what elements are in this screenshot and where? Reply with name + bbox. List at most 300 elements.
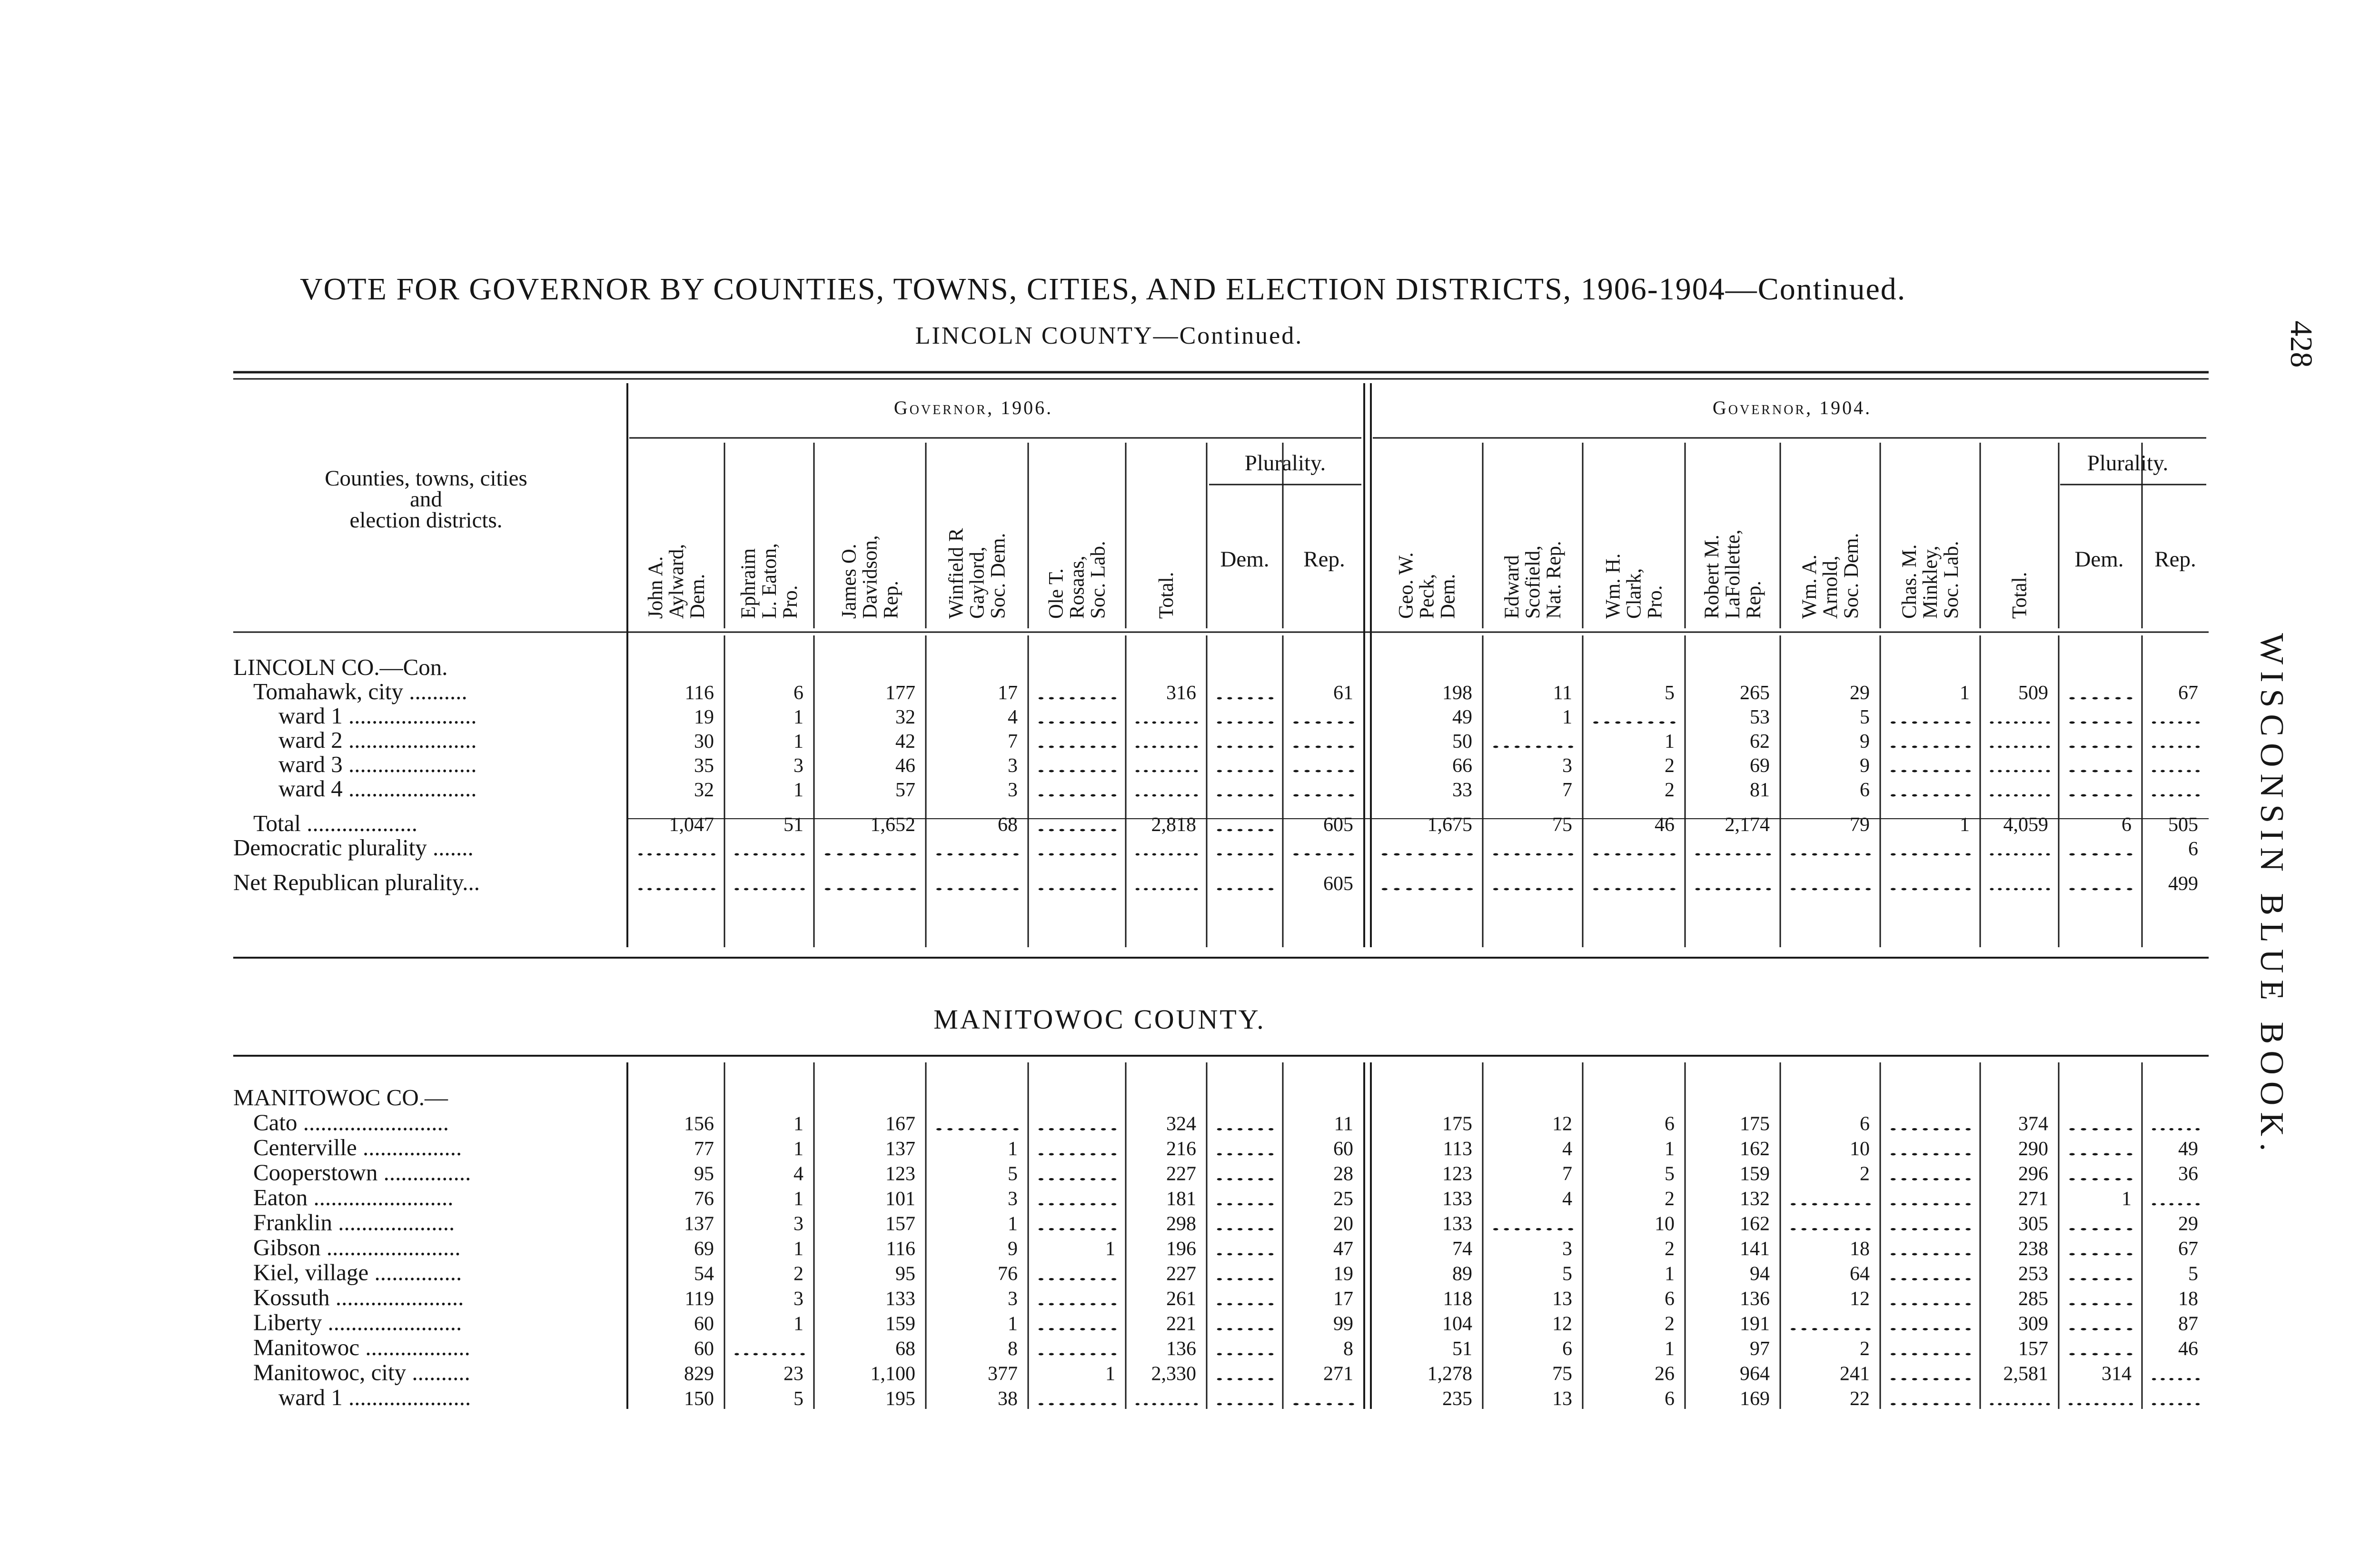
dot-leader-cell: ...... (2066, 1313, 2135, 1335)
candidate-header: Dem. (686, 574, 709, 619)
table-cell: 9 (1860, 755, 1870, 777)
dem-header-1904: Dem. (2074, 547, 2124, 572)
rep-header-1906: Rep. (1303, 547, 1345, 572)
table-cell: 271 (1323, 1363, 1353, 1385)
table-cell: 28 (1333, 1163, 1353, 1185)
table-cell: 60 (694, 1338, 714, 1360)
table-cell: 13 (1552, 1388, 1572, 1410)
table-cell: 19 (1333, 1263, 1353, 1285)
dot-leader-cell: ........ (1888, 1288, 1973, 1310)
candidate-header: Minkley, (1919, 545, 1942, 619)
candidate-header: Davidson, (859, 535, 882, 619)
table-cell: 159 (1740, 1163, 1770, 1185)
table-cell: 1 (1665, 731, 1675, 753)
table-cell: 19 (694, 706, 714, 728)
row-label: Cooperstown ............... (253, 1159, 471, 1186)
running-head: WISCONSIN BLUE BOOK. (2253, 633, 2290, 1158)
table-cell: 1 (1105, 1238, 1115, 1260)
table-cell: 162 (1740, 1213, 1770, 1235)
dot-leader-cell: ........ (1133, 779, 1200, 801)
plurality-header-1906: Plurality. (1244, 451, 1326, 476)
dot-leader-cell: ...... (2066, 1338, 2135, 1360)
dot-leader-cell: ........ (1036, 1313, 1119, 1335)
dot-leader-cell: ........ (1988, 706, 2052, 728)
table-cell: 150 (684, 1388, 714, 1410)
table-cell: 11 (1553, 682, 1572, 704)
table-cell: 829 (684, 1363, 714, 1385)
table-cell: 5 (1860, 706, 1870, 728)
dot-leader-cell: ...... (1214, 731, 1276, 753)
table-cell: 2,818 (1151, 814, 1196, 836)
table-cell: 1 (1665, 1338, 1675, 1360)
table-cell: 136 (1740, 1288, 1770, 1310)
dot-leader-cell: ........ (1036, 706, 1119, 728)
dot-leader-cell: ...... (1214, 706, 1276, 728)
dot-leader-cell: ........ (1888, 1263, 1973, 1285)
dot-leader-cell: ...... (1214, 873, 1276, 895)
table-cell: 5 (1665, 1163, 1675, 1185)
table-cell: 13 (1552, 1288, 1572, 1310)
dem-header-1906: Dem. (1220, 547, 1269, 572)
dot-leader-cell: ........ (1036, 1263, 1119, 1285)
table-cell: 4,059 (2003, 814, 2048, 836)
row-label: ward 2 ...................... (278, 727, 477, 753)
table-cell: 2 (1665, 1188, 1675, 1210)
dot-leader-cell: ........ (1888, 1188, 1973, 1210)
table-cell: 1 (793, 706, 803, 728)
group-header-1904: Governor, 1904. (1712, 397, 1872, 418)
table-cell: 57 (895, 779, 915, 801)
table-cell: 156 (684, 1113, 714, 1135)
row-label: Centerville ................. (253, 1134, 462, 1160)
table-cell: 177 (885, 682, 915, 704)
table-cell: 33 (1452, 779, 1472, 801)
table-cell: 5 (1562, 1263, 1572, 1285)
table-cell: 159 (885, 1313, 915, 1335)
dot-leader-cell: ........ (1036, 1288, 1119, 1310)
table-cell: 9 (1860, 731, 1870, 753)
table-cell: 1,047 (669, 814, 714, 836)
table-cell: 10 (1655, 1213, 1675, 1235)
table-cell: 2 (1665, 1313, 1675, 1335)
table-cell: 11 (1334, 1113, 1353, 1135)
table-cell: 324 (1166, 1113, 1196, 1135)
table-cell: 1 (793, 1313, 803, 1335)
table-cell: 1 (1665, 1138, 1675, 1160)
dot-leader-cell: ........ (1888, 1238, 1973, 1260)
table-cell: 113 (1443, 1138, 1472, 1160)
table-cell: 89 (1452, 1263, 1472, 1285)
dot-leader-cell: ........ (1888, 779, 1973, 801)
table-cell: 6 (1562, 1338, 1572, 1360)
dot-leader-cell: ........ (1590, 873, 1678, 895)
table-cell: 3 (1562, 1238, 1572, 1260)
table-cell: 265 (1740, 682, 1770, 704)
dot-leader-cell: ...... (2066, 1213, 2135, 1235)
table-cell: 1 (1665, 1263, 1675, 1285)
dot-leader-cell: ........ (2066, 1388, 2135, 1410)
table-cell: 5 (793, 1388, 803, 1410)
table-cell: 374 (2018, 1113, 2048, 1135)
dot-leader-cell: ...... (2066, 1163, 2135, 1185)
page-title: VOTE FOR GOVERNOR BY COUNTIES, TOWNS, CITIES, AND ELECTION DISTRICTS, 1906-1904—Continued. (300, 272, 1906, 307)
candidate-header: Scofield, (1522, 545, 1544, 619)
dot-leader-cell: ...... (2150, 1113, 2202, 1135)
table-cell: 60 (694, 1313, 714, 1335)
table-cell: 53 (1750, 706, 1770, 728)
row-label: LINCOLN CO.—Con. (233, 654, 448, 680)
candidate-header: Ole T. (1045, 568, 1068, 619)
dot-leader-cell: ...... (2150, 731, 2202, 753)
table-cell: 119 (684, 1288, 714, 1310)
table-cell: 116 (684, 682, 714, 704)
dot-leader-cell: ........ (1036, 814, 1119, 836)
dot-leader-cell: ...... (1214, 1263, 1276, 1285)
row-label: Net Republican plurality... (233, 869, 480, 895)
dot-leader-cell: ........ (1378, 838, 1476, 860)
dot-leader-cell: ........ (1888, 1363, 1973, 1385)
table-cell: 241 (1840, 1363, 1870, 1385)
dot-leader-cell: ...... (1290, 1388, 1357, 1410)
table-cell: 38 (998, 1388, 1018, 1410)
candidate-header: Aylward, (665, 544, 688, 619)
table-cell: 87 (2178, 1313, 2198, 1335)
candidate-header: Pro. (1644, 585, 1666, 619)
row-label: Gibson ....................... (253, 1234, 461, 1260)
table-cell: 227 (1166, 1163, 1196, 1185)
dot-leader-cell: ........ (1133, 1388, 1200, 1410)
row-label: ward 1 ...................... (278, 703, 477, 729)
table-cell: 7 (1562, 1163, 1572, 1185)
candidate-header: Wm. H. (1602, 553, 1625, 619)
dot-leader-cell: ...... (1214, 1388, 1276, 1410)
table-cell: 29 (1850, 682, 1870, 704)
table-cell: 76 (998, 1263, 1018, 1285)
table-cell: 76 (694, 1188, 714, 1210)
dot-leader-cell: ...... (1214, 1313, 1276, 1335)
table-cell: 3 (793, 1213, 803, 1235)
dot-leader-cell: ........ (1788, 1213, 1874, 1235)
dot-leader-cell: ........ (732, 1338, 807, 1360)
table-cell: 271 (2018, 1188, 2048, 1210)
table-cell: 309 (2018, 1313, 2048, 1335)
table-cell: 137 (885, 1138, 915, 1160)
dot-leader-cell: ........ (1590, 838, 1678, 860)
table-cell: 3 (1008, 755, 1018, 777)
table-cell: 49 (2178, 1138, 2198, 1160)
row-label: Manitowoc .................. (253, 1334, 470, 1360)
dot-leader-cell: ........ (1988, 873, 2052, 895)
dot-leader-cell: ........ (1888, 1388, 1973, 1410)
dot-leader-cell: ...... (1214, 682, 1276, 704)
dot-leader-cell: ........ (1036, 731, 1119, 753)
candidate-header: Soc. Lab. (1940, 541, 1963, 619)
candidate-header: Dem. (1437, 574, 1459, 619)
table-cell: 6 (1665, 1388, 1675, 1410)
table-cell: 6 (1860, 779, 1870, 801)
table-cell: 66 (1452, 755, 1472, 777)
table-cell: 60 (1333, 1138, 1353, 1160)
table-cell: 2 (1665, 1238, 1675, 1260)
candidate-header: Chas. M. (1898, 544, 1921, 619)
table-cell: 3 (1008, 779, 1018, 801)
table-cell: 50 (1452, 731, 1472, 753)
table-cell: 104 (1442, 1313, 1472, 1335)
table-cell: 75 (1552, 1363, 1572, 1385)
table-cell: 94 (1750, 1263, 1770, 1285)
table-cell: 5 (2188, 1263, 2198, 1285)
candidate-header: Winfield R (945, 528, 968, 619)
table-cell: 1 (1562, 706, 1572, 728)
table-cell: 133 (885, 1288, 915, 1310)
table-cell: 133 (1442, 1188, 1472, 1210)
dot-leader-cell: ........ (1693, 873, 1774, 895)
table-cell: 198 (1442, 682, 1472, 704)
dot-leader-cell: ........ (1490, 873, 1576, 895)
table-cell: 36 (2178, 1163, 2198, 1185)
row-label: ward 3 ...................... (278, 751, 477, 777)
candidate-header: Rep. (880, 580, 902, 619)
table-cell: 290 (2018, 1138, 2048, 1160)
row-label: Kossuth ...................... (253, 1284, 464, 1310)
table-cell: 25 (1333, 1188, 1353, 1210)
dot-leader-cell: ........ (1988, 838, 2052, 860)
table-cell: 136 (1166, 1338, 1196, 1360)
table-cell: 1 (793, 1113, 803, 1135)
dot-leader-cell: ...... (1290, 779, 1357, 801)
table-cell: 505 (2168, 814, 2198, 836)
dot-leader-cell: ......... (636, 838, 718, 860)
table-cell: 2,581 (2003, 1363, 2048, 1385)
table-cell: 47 (1333, 1238, 1353, 1260)
dot-leader-cell: ........ (1490, 838, 1576, 860)
table-cell: 1 (1008, 1213, 1018, 1235)
dot-leader-cell: ........ (1888, 755, 1973, 777)
table-cell: 191 (1740, 1313, 1770, 1335)
dot-leader-cell: ...... (1290, 755, 1357, 777)
dot-leader-cell: ........ (1036, 779, 1119, 801)
table-cell: 68 (895, 1338, 915, 1360)
dot-leader-cell: ........ (1988, 731, 2052, 753)
table-cell: 46 (2178, 1338, 2198, 1360)
row-label: ward 1 ..................... (278, 1384, 471, 1410)
county-subtitle: LINCOLN COUNTY—Continued. (915, 322, 1303, 349)
dot-leader-cell: ........ (1888, 706, 1973, 728)
dot-leader-cell: ........ (1888, 1113, 1973, 1135)
dot-leader-cell: ...... (2066, 682, 2135, 704)
table-cell: 235 (1442, 1388, 1472, 1410)
dot-leader-cell: ...... (1214, 1238, 1276, 1260)
row-label: Cato ......................... (253, 1109, 449, 1136)
table-cell: 1 (1105, 1363, 1115, 1385)
dot-leader-cell: ........ (1888, 873, 1973, 895)
manitowoc-county-title: MANITOWOC COUNTY. (933, 1004, 1266, 1035)
table-cell: 22 (1850, 1388, 1870, 1410)
dot-leader-cell: ...... (2150, 1388, 2202, 1410)
table-cell: 97 (1750, 1338, 1770, 1360)
dot-leader-cell: ........ (1490, 731, 1576, 753)
dot-leader-cell: ........ (1888, 1163, 1973, 1185)
table-cell: 6 (2188, 838, 2198, 860)
table-cell: 169 (1740, 1388, 1770, 1410)
row-label: Kiel, village ............... (253, 1259, 462, 1286)
table-cell: 175 (1442, 1113, 1472, 1135)
candidate-header: L. Eaton, (758, 543, 781, 619)
dot-leader-cell: ...... (1214, 779, 1276, 801)
table-cell: 1,652 (870, 814, 915, 836)
table-cell: 69 (1750, 755, 1770, 777)
dot-leader-cell: ........ (822, 873, 919, 895)
table-cell: 67 (2178, 1238, 2198, 1260)
dot-leader-cell: ........ (1788, 1313, 1874, 1335)
table-cell: 6 (2122, 814, 2132, 836)
dot-leader-cell: ........ (1490, 1213, 1576, 1235)
table-cell: 1,675 (1427, 814, 1472, 836)
table-cell: 54 (694, 1263, 714, 1285)
dot-leader-cell: ........ (1988, 779, 2052, 801)
candidate-header: Peck, (1416, 574, 1438, 619)
candidate-header: Ephraim (737, 548, 760, 619)
table-cell: 30 (694, 731, 714, 753)
dot-leader-cell: ........ (1693, 838, 1774, 860)
candidate-header: John A. (645, 556, 667, 619)
table-cell: 6 (1665, 1288, 1675, 1310)
dot-leader-cell: ...... (2066, 1238, 2135, 1260)
table-cell: 7 (1008, 731, 1018, 753)
table-cell: 18 (2178, 1288, 2198, 1310)
dot-leader-cell: ...... (1290, 706, 1357, 728)
dot-leader-cell: ...... (1214, 838, 1276, 860)
dot-leader-cell: ...... (2066, 731, 2135, 753)
dot-leader-cell: ...... (2066, 1288, 2135, 1310)
table-cell: 2,174 (1725, 814, 1770, 836)
row-label: Eaton ........................ (253, 1184, 454, 1210)
row-label: Total ................... (253, 810, 417, 836)
row-label: Manitowoc, city .......... (253, 1359, 470, 1386)
table-cell: 77 (694, 1138, 714, 1160)
dot-leader-cell: ...... (2150, 779, 2202, 801)
dot-leader-cell: ...... (2066, 755, 2135, 777)
candidate-header: Edward (1501, 555, 1523, 619)
table-cell: 3 (1008, 1188, 1018, 1210)
dot-leader-cell: ........ (1036, 1113, 1119, 1135)
dot-leader-cell: ...... (2066, 1138, 2135, 1160)
row-label: Tomahawk, city .......... (253, 678, 467, 704)
table-cell: 3 (1562, 755, 1572, 777)
table-cell: 68 (998, 814, 1018, 836)
table-cell: 81 (1750, 779, 1770, 801)
table-cell: 2 (1860, 1163, 1870, 1185)
dot-leader-cell: ...... (1214, 1338, 1276, 1360)
dot-leader-cell: ........ (1888, 1313, 1973, 1335)
dot-leader-cell: ........ (1378, 873, 1476, 895)
row-label-header: Counties, towns, cities (325, 466, 527, 491)
table-cell: 1 (793, 779, 803, 801)
dot-leader-cell: ...... (1214, 1163, 1276, 1185)
table-cell: 6 (1665, 1113, 1675, 1135)
table-cell: 316 (1166, 682, 1196, 704)
table-cell: 17 (998, 682, 1018, 704)
table-cell: 285 (2018, 1288, 2048, 1310)
table-cell: 298 (1166, 1213, 1196, 1235)
table-cell: 4 (1008, 706, 1018, 728)
table-cell: 137 (684, 1213, 714, 1235)
candidate-header: Rep. (1743, 580, 1765, 619)
dot-leader-cell: ...... (1214, 1213, 1276, 1235)
table-cell: 74 (1452, 1238, 1472, 1260)
dot-leader-cell: ........ (1133, 755, 1200, 777)
candidate-header: Nat. Rep. (1543, 541, 1565, 619)
dot-leader-cell: ........ (933, 873, 1021, 895)
dot-leader-cell: ...... (2150, 755, 2202, 777)
rep-header-1904: Rep. (2154, 547, 2196, 572)
table-cell: 175 (1740, 1113, 1770, 1135)
table-cell: 12 (1552, 1113, 1572, 1135)
table-cell: 216 (1166, 1138, 1196, 1160)
dot-leader-cell: ........ (1888, 1338, 1973, 1360)
dot-leader-cell: ...... (2150, 1188, 2202, 1210)
table-cell: 64 (1850, 1263, 1870, 1285)
table-cell: 141 (1740, 1238, 1770, 1260)
dot-leader-cell: ...... (2150, 1363, 2202, 1385)
table-cell: 20 (1333, 1213, 1353, 1235)
table-cell: 3 (793, 1288, 803, 1310)
table-cell: 305 (2018, 1213, 2048, 1235)
dot-leader-cell: ........ (1133, 731, 1200, 753)
dot-leader-cell: ........ (1788, 873, 1874, 895)
dot-leader-cell: ........ (1036, 682, 1119, 704)
dot-leader-cell: ...... (1290, 731, 1357, 753)
table-cell: 314 (2102, 1363, 2132, 1385)
candidate-header: James O. (838, 544, 861, 619)
table-cell: 196 (1166, 1238, 1196, 1260)
dot-leader-cell: ........ (1036, 1188, 1119, 1210)
table-cell: 123 (885, 1163, 915, 1185)
table-cell: 253 (2018, 1263, 2048, 1285)
dot-leader-cell: ........ (1788, 1188, 1874, 1210)
table-cell: 32 (694, 779, 714, 801)
table-cell: 62 (1750, 731, 1770, 753)
dot-leader-cell: ........ (1590, 706, 1678, 728)
dot-leader-cell: ........ (1988, 1388, 2052, 1410)
table-cell: 46 (895, 755, 915, 777)
candidate-header: Wm. A. (1798, 555, 1821, 619)
table-cell: 8 (1008, 1338, 1018, 1360)
dot-leader-cell: ........ (933, 838, 1021, 860)
table-cell: 181 (1166, 1188, 1196, 1210)
table-cell: 79 (1850, 814, 1870, 836)
dot-leader-cell: ...... (2066, 706, 2135, 728)
table-cell: 4 (793, 1163, 803, 1185)
row-label: MANITOWOC CO.— (233, 1084, 448, 1110)
dot-leader-cell: ........ (1036, 1138, 1119, 1160)
candidate-header: Soc. Lab. (1087, 541, 1110, 619)
dot-leader-cell: ...... (2150, 706, 2202, 728)
table-cell: 18 (1850, 1238, 1870, 1260)
plurality-header-1904: Plurality. (2087, 451, 2169, 476)
table-cell: 132 (1740, 1188, 1770, 1210)
table-cell: 1 (1960, 682, 1970, 704)
table-cell: 67 (2178, 682, 2198, 704)
dot-leader-cell: ........ (1988, 755, 2052, 777)
candidate-header: Gaylord, (966, 546, 989, 619)
dot-leader-cell: ...... (2066, 838, 2135, 860)
table-cell: 5 (1665, 682, 1675, 704)
table-cell: 2 (793, 1263, 803, 1285)
group-header-1906: Governor, 1906. (893, 397, 1053, 418)
candidate-header: Robert M. (1701, 535, 1723, 619)
table-cell: 195 (885, 1388, 915, 1410)
